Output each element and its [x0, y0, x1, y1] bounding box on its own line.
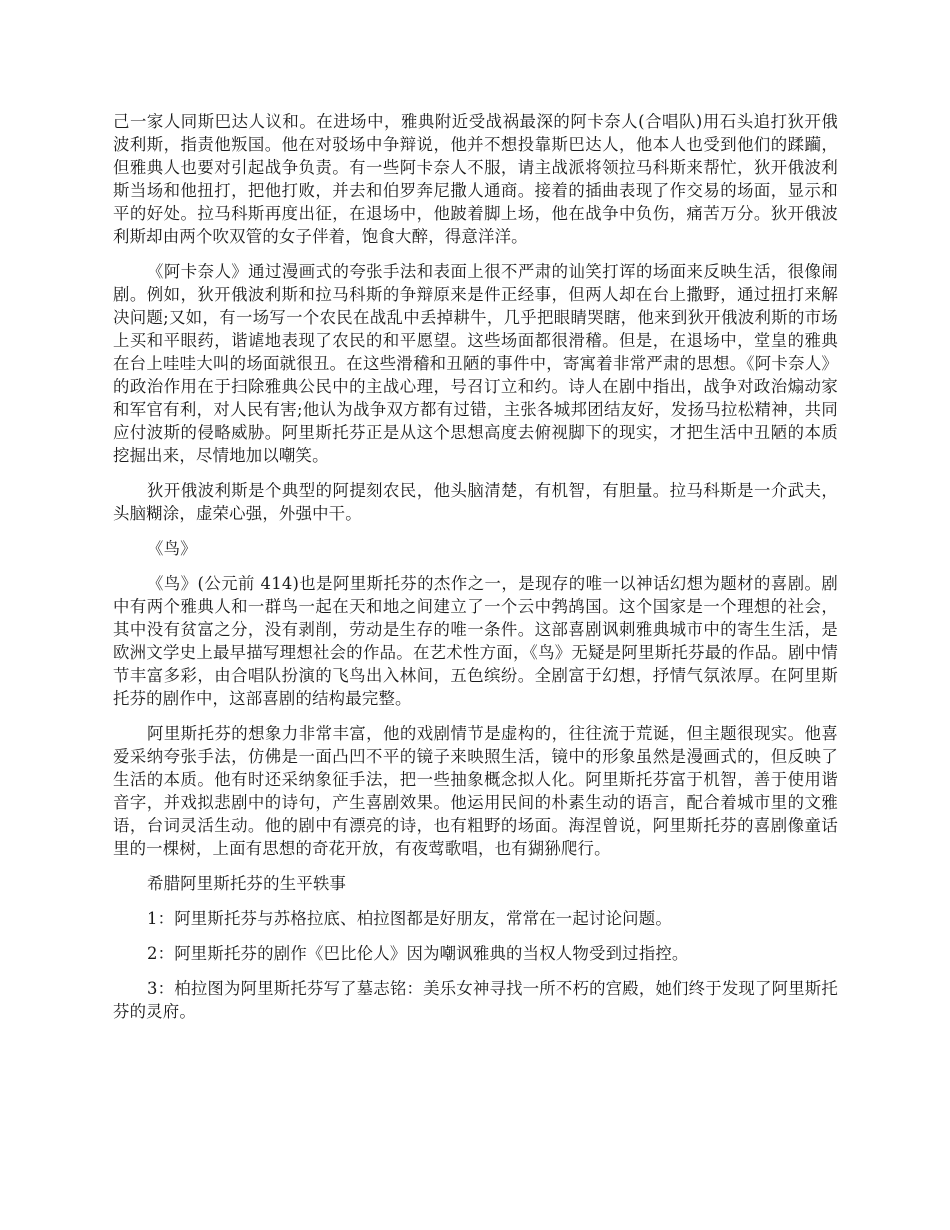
section-heading-birds: 《鸟》: [147, 539, 197, 558]
section-heading-anecdotes: 希腊阿里斯托芬的生平轶事: [147, 874, 347, 893]
anecdote-item-1: 1：阿里斯托芬与苏格拉底、柏拉图都是好朋友，常常在一起讨论问题。: [147, 909, 672, 928]
paragraph-birds: 《鸟》(公元前 414)也是阿里斯托芬的杰作之一，是现存的唯一以神话幻想为题材的喜剧。剧中有两个雅典人和一群鸟一起在天和地之间建立了一个云中鹁鸪国。这个国家是一个理想的社会，其中没有贫富之分，没有剥削，劳动是生存的唯一条件。这部喜剧讽刺雅典城市中的寄生生活，是欧洲文学史上最早描写理想社会的作品。在艺术性方面，《鸟》无疑是阿里斯托芬最的作品。剧中情节丰富多彩，由合唱队扮演的飞鸟出入林间，五色缤纷。全剧富于幻想，抒情气氛浓厚。在阿里斯托芬的剧作中，这部喜剧的结构最完整。: [113, 574, 838, 708]
document-body: [113, 110, 838, 1035]
anecdote-item-2: 2：阿里斯托芬的剧作《巴比伦人》因为嘲讽雅典的当权人物受到过指控。: [147, 944, 689, 963]
paragraph-continuation: 己一家人同斯巴达人议和。在进场中，雅典附近受战祸最深的阿卡奈人(合唱队)用石头追打狄开俄波利斯，指责他叛国。他在对驳场中争辩说，他并不想投靠斯巴达人，他本人也受到他们的蹂躏，但雅典人也要对引起战争负责。有一些阿卡奈人不服，请主战派将领拉马科斯来帮忙，狄开俄波利斯当场和他扭打，把他打败，并去和伯罗奔尼撒人通商。接着的插曲表现了作交易的场面，显示和平的好处。拉马科斯再度出征，在退场中，他跛着脚上场，他在战争中负伤，痛苦万分。狄开俄波利斯却由两个吹双管的女子伴着，饱食大醉，得意洋洋。: [113, 112, 838, 246]
paragraph-imagination: 阿里斯托芬的想象力非常丰富，他的戏剧情节是虚构的，往往流于荒诞，但主题很现实。他喜爱采纳夸张手法，仿佛是一面凸凹不平的镜子来映照生活，镜中的形象虽然是漫画式的，但反映了生活的本质。他有时还采纳象征手法，把一些抽象概念拟人化。阿里斯托芬富于机智，善于使用谐音字，并戏拟悲剧中的诗句，产生喜剧效果。他运用民间的朴素生动的语言，配合着城市里的文雅语，台词灵活生动。他的剧中有漂亮的诗，也有粗野的场面。海涅曾说，阿里斯托芬的喜剧像童话里的一棵树，上面有思想的奇花开放，有夜莺歌唱，也有猢狲爬行。: [113, 724, 838, 858]
paragraph-acharnians-analysis: 《阿卡奈人》通过漫画式的夸张手法和表面上很不严肃的讪笑打诨的场面来反映生活，很像闹剧。例如，狄开俄波利斯和拉马科斯的争辩原来是件正经事，但两人却在台上撒野，通过扭打来解决问题;又如，有一场写一个农民在战乱中丢掉耕牛，几乎把眼睛哭瞎，他来到狄开俄波利斯的市场上买和平眼药，谐谑地表现了农民的和平愿望。这些场面都很滑稽。但是，在退场中，堂皇的雅典在台上哇哇大叫的场面就很丑。在这些滑稽和丑陋的事件中，寄寓着非常严肃的思想。《阿卡奈人》的政治作用在于扫除雅典公民中的主战心理，号召订立和约。诗人在剧中指出，战争对政治煽动家和军官有利，对人民有害;他认为战争双方都有过错，主张各城邦团结友好，发扬马拉松精神，共同应付波斯的侵略威胁。阿里斯托芬正是从这个思想高度去俯视脚下的现实，才把生活中丑陋的本质挖掘出来，尽情地加以嘲笑。: [113, 262, 838, 465]
anecdote-item-3: 3：柏拉图为阿里斯托芬写了墓志铭：美乐女神寻找一所不朽的宫殿，她们终于发现了阿里斯托芬的灵府。: [113, 979, 838, 1021]
paragraph-characters: 狄开俄波利斯是个典型的阿提刻农民，他头脑清楚，有机智，有胆量。拉马科斯是一介武夫，头脑糊涂，虚荣心强，外强中干。: [113, 481, 838, 523]
